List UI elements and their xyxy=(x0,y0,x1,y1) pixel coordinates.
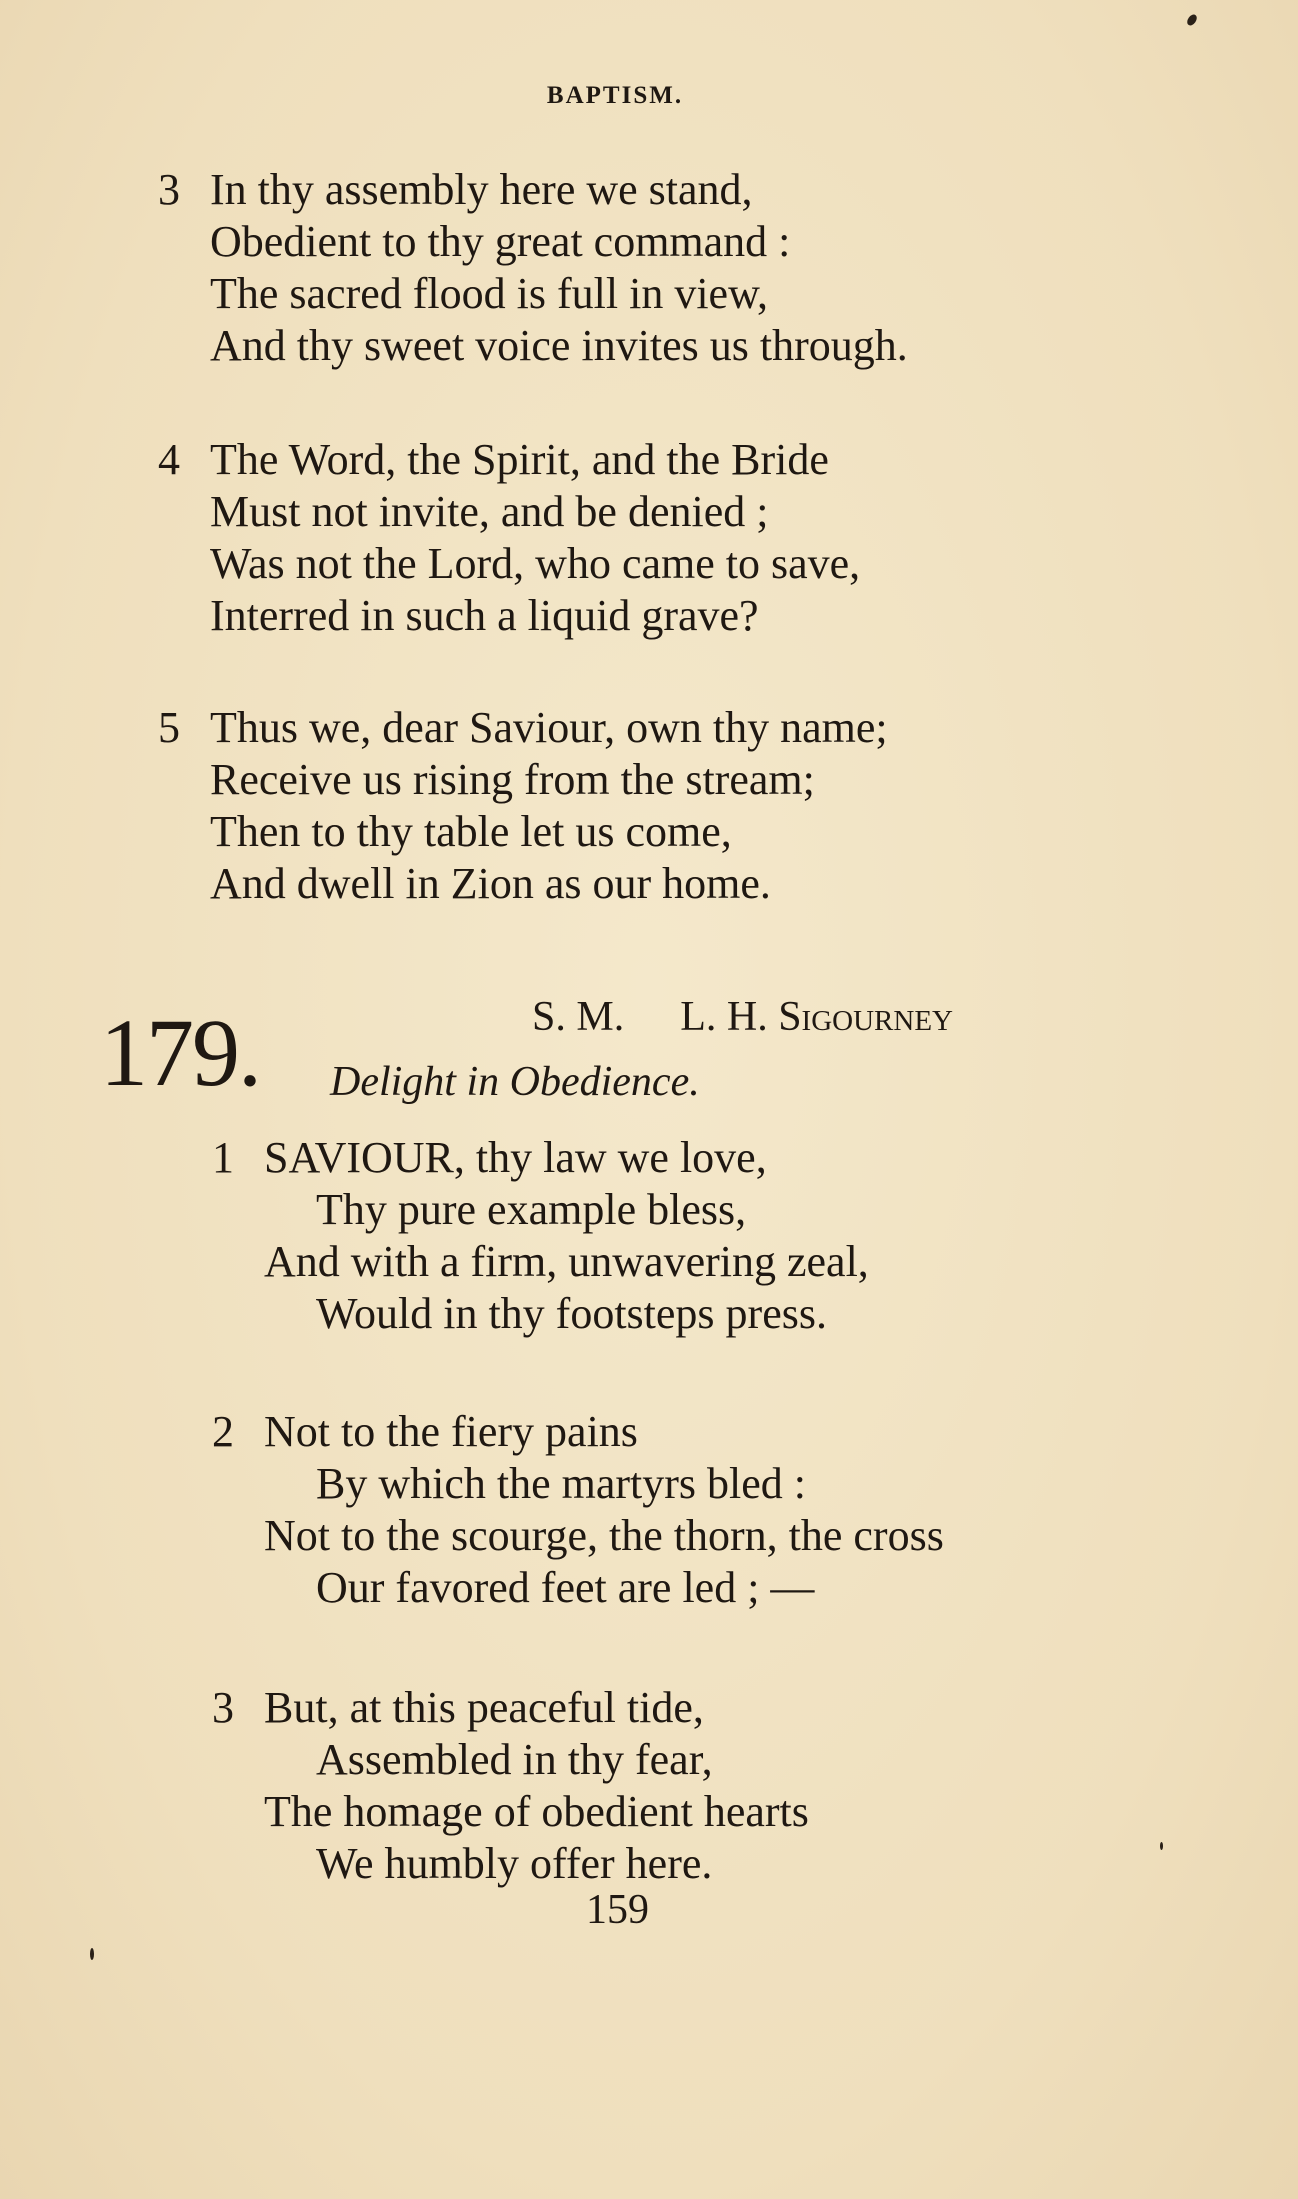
stanza-number: 4 xyxy=(158,435,180,484)
stanza-number: 5 xyxy=(158,703,180,752)
verse-line: Not to the scourge, the thorn, the cross xyxy=(264,1511,944,1560)
hymn-meta xyxy=(532,992,953,1042)
verse-line: Not to the fiery pains xyxy=(264,1407,638,1456)
hymn-stanza-1 xyxy=(212,1132,869,1340)
verse-line: The sacred flood is full in view, xyxy=(210,269,768,318)
stanza-number: 2 xyxy=(212,1407,234,1456)
ink-speck xyxy=(90,1948,94,1960)
verse-line: Was not the Lord, who came to save, xyxy=(210,539,861,588)
ink-speck xyxy=(1160,1842,1163,1850)
hymn-number: 179. xyxy=(100,999,260,1106)
hymn-stanza-3 xyxy=(212,1682,809,1890)
stanza-prev-3 xyxy=(158,164,908,372)
stanza-number: 3 xyxy=(212,1683,234,1732)
hymn-author: L. H. Sigourney xyxy=(680,994,953,1040)
hymn-meter: S. M. xyxy=(532,994,625,1040)
verse-line: Then to thy table let us come, xyxy=(210,807,732,856)
verse-line: We humbly offer here. xyxy=(316,1839,713,1888)
hymn-title: Delight in Obedience. xyxy=(330,1059,700,1105)
verse-line: Receive us rising from the stream; xyxy=(210,755,815,804)
running-head: BAPTISM. xyxy=(546,82,684,109)
verse-line: By which the martyrs bled : xyxy=(316,1459,807,1508)
verse-line: Thus we, dear Saviour, own thy name; xyxy=(210,703,888,752)
stanza-prev-4 xyxy=(158,434,861,642)
verse-line: In thy assembly here we stand, xyxy=(210,165,753,214)
verse-line: Obedient to thy great command : xyxy=(210,217,791,266)
verse-line: And dwell in Zion as our home. xyxy=(210,859,771,908)
stanza-prev-5 xyxy=(158,702,888,910)
stanza-number: 3 xyxy=(158,165,180,214)
verse-line: Must not invite, and be denied ; xyxy=(210,487,769,536)
verse-line: Thy pure example bless, xyxy=(316,1185,747,1234)
ink-speck xyxy=(1185,13,1198,27)
verse-line: Assembled in thy fear, xyxy=(316,1735,713,1784)
verse-line: And with a firm, unwavering zeal, xyxy=(264,1237,869,1286)
verse-line: But, at this peaceful tide, xyxy=(264,1683,704,1732)
verse-line: The homage of obedient hearts xyxy=(264,1787,809,1836)
verse-line: Would in thy footsteps press. xyxy=(316,1289,827,1338)
page-number: 159 xyxy=(586,1887,649,1933)
verse-line: And thy sweet voice invites us through. xyxy=(210,321,908,370)
verse-line: Our favored feet are led ; — xyxy=(316,1563,815,1612)
verse-line: Interred in such a liquid grave? xyxy=(210,591,759,640)
hymn-stanza-2 xyxy=(212,1406,944,1614)
stanza-number: 1 xyxy=(212,1133,234,1182)
verse-line: The Word, the Spirit, and the Bride xyxy=(210,435,829,484)
verse-line: SAVIOUR, thy law we love, xyxy=(264,1133,767,1182)
